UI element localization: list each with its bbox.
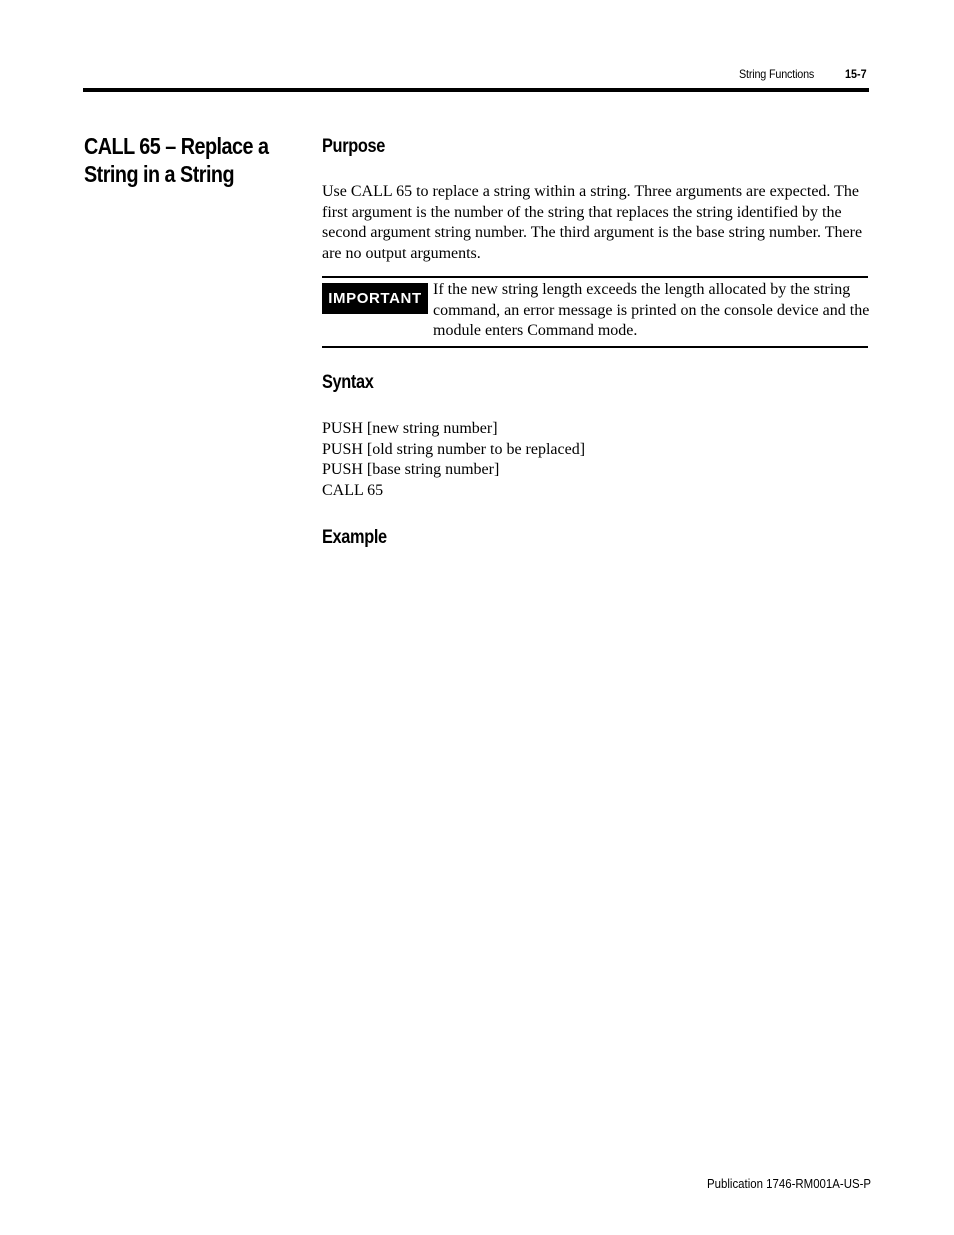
header-rule: [83, 88, 869, 92]
running-header-section: String Functions: [739, 67, 815, 81]
syntax-block: [322, 419, 585, 501]
important-bottom-rule: [322, 346, 868, 348]
important-text: If the new string length exceeds the length allocated by the string command, an error message is printed on the console device and the module enters Command mode.: [433, 281, 870, 339]
syntax-line: PUSH [base string number]: [322, 461, 500, 478]
example-heading: Example: [322, 527, 387, 548]
publication-footer: Publication 1746-RM001A-US-P: [707, 1176, 872, 1191]
syntax-line: PUSH [new string number]: [322, 420, 498, 437]
syntax-line: PUSH [old string number to be replaced]: [322, 440, 586, 458]
important-top-rule: [322, 276, 868, 278]
syntax-heading: Syntax: [322, 372, 374, 393]
purpose-text: Use CALL 65 to replace a string within a string. Three arguments are expected. The first argument is the number of the string that replaces the string identified by the second argument string number. The third argument is the base string number. There are no output arguments.: [322, 183, 863, 262]
important-badge: IMPORTANT: [322, 283, 428, 314]
syntax-line: CALL 65: [322, 481, 384, 499]
page-number: 15-7: [845, 67, 867, 81]
section-title: CALL 65 – Replace a String in a String: [84, 133, 269, 187]
purpose-heading: Purpose: [322, 136, 385, 157]
